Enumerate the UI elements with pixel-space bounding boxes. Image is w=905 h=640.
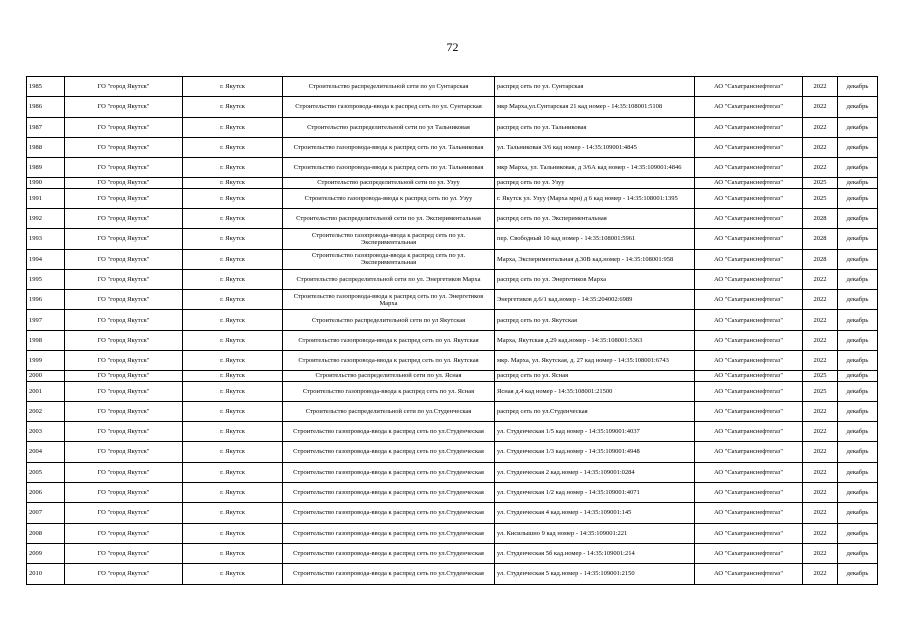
organization-cell: АО "Сахатранснефтегаз" (695, 351, 803, 371)
year-cell: 2022 (803, 330, 838, 350)
work-description-cell: Строительство распределительной сети по ул. Узуу (283, 178, 495, 188)
row-number-cell: 1991 (27, 188, 65, 208)
table-row (27, 249, 878, 269)
year-cell: 2022 (803, 137, 838, 157)
work-description-cell: Строительство газопровода-ввода к распред сеть по ул.Студенческая (283, 523, 495, 543)
work-description-cell: Строительство распределительной сети по ул. Энергетиков Марха (283, 269, 495, 289)
city-cell: г. Якутск (183, 249, 283, 269)
year-cell: 2025 (803, 178, 838, 188)
object-address-cell: мкр Марха,ул.Сунтарская 21 кад номер - 14:35:108001:5108 (495, 97, 695, 117)
year-cell: 2022 (803, 117, 838, 137)
month-cell: декабрь (838, 401, 878, 421)
year-cell: 2022 (803, 310, 838, 330)
city-cell: г. Якутск (183, 137, 283, 157)
row-number-cell: 2003 (27, 422, 65, 442)
district-cell: ГО "город Якутск" (65, 564, 183, 584)
month-cell: декабрь (838, 330, 878, 350)
work-description-cell: Строительство распределительной сети по ул.Студенческая (283, 401, 495, 421)
object-address-cell: распред сеть по ул.Студенческая (495, 401, 695, 421)
city-cell: г. Якутск (183, 229, 283, 249)
city-cell: г. Якутск (183, 158, 283, 178)
year-cell: 2028 (803, 208, 838, 228)
object-address-cell: распред сеть по ул. Сунтарская (495, 77, 695, 97)
work-description-cell: Строительство газопровода-ввода к распред сеть по ул. Сунтарская (283, 97, 495, 117)
row-number-cell: 2008 (27, 523, 65, 543)
month-cell: декабрь (838, 97, 878, 117)
row-number-cell: 2000 (27, 371, 65, 381)
organization-cell: АО "Сахатранснефтегаз" (695, 137, 803, 157)
year-cell: 2025 (803, 188, 838, 208)
row-number-cell: 2006 (27, 483, 65, 503)
work-description-cell: Строительство распределительной сети по ул Якутская (283, 310, 495, 330)
work-description-cell: Строительство газопровода-ввода к распред сеть по ул. Энергетиков Марха (283, 290, 495, 310)
work-description-cell: Строительство распределительной сети по ул Тальниковая (283, 117, 495, 137)
month-cell: декабрь (838, 77, 878, 97)
object-address-cell: распред сеть по ул. Энергетиков Марха (495, 269, 695, 289)
month-cell: декабрь (838, 351, 878, 371)
object-address-cell: распред сеть по ул. Узуу (495, 178, 695, 188)
table-row (27, 77, 878, 97)
city-cell: г. Якутск (183, 442, 283, 462)
organization-cell: АО "Сахатранснефтегаз" (695, 158, 803, 178)
year-cell: 2022 (803, 564, 838, 584)
object-address-cell: ул. Кисилышно 9 кад номер - 14:35:109001:221 (495, 523, 695, 543)
work-description-cell: Строительство газопровода-ввода к распред сеть по ул.Студенческая (283, 564, 495, 584)
month-cell: декабрь (838, 442, 878, 462)
gasification-table (26, 76, 878, 585)
table-row (27, 483, 878, 503)
table-row (27, 290, 878, 310)
object-address-cell: распред сеть по ул. Тальниковая (495, 117, 695, 137)
table-row (27, 117, 878, 137)
district-cell: ГО "город Якутск" (65, 462, 183, 482)
object-address-cell: пер. Свободный 10 кад номер - 14:35:108001:5961 (495, 229, 695, 249)
work-description-cell: Строительство газопровода-ввода к распред сеть по ул. Тальниковая (283, 137, 495, 157)
month-cell: декабрь (838, 462, 878, 482)
month-cell: декабрь (838, 310, 878, 330)
year-cell: 2022 (803, 503, 838, 523)
organization-cell: АО "Сахатранснефтегаз" (695, 77, 803, 97)
district-cell: ГО "город Якутск" (65, 229, 183, 249)
year-cell: 2022 (803, 97, 838, 117)
city-cell: г. Якутск (183, 310, 283, 330)
month-cell: декабрь (838, 178, 878, 188)
district-cell: ГО "город Якутск" (65, 290, 183, 310)
table-row (27, 503, 878, 523)
object-address-cell: Энергетиков д.6/1 кад.номер - 14:35:204002:6989 (495, 290, 695, 310)
row-number-cell: 1993 (27, 229, 65, 249)
object-address-cell: мкр Марха, ул. Тальниковая, д 3/6А кад номер - 14:35:109001:4846 (495, 158, 695, 178)
table-row (27, 137, 878, 157)
row-number-cell: 1988 (27, 137, 65, 157)
month-cell: декабрь (838, 117, 878, 137)
page-number: 72 (446, 40, 459, 54)
row-number-cell: 1986 (27, 97, 65, 117)
month-cell: декабрь (838, 229, 878, 249)
month-cell: декабрь (838, 422, 878, 442)
work-description-cell: Строительство газопровода-ввода к распред сеть по ул.Студенческая (283, 503, 495, 523)
object-address-cell: распред сеть по ул. Якутская (495, 310, 695, 330)
row-number-cell: 1995 (27, 269, 65, 289)
city-cell: г. Якутск (183, 381, 283, 401)
month-cell: декабрь (838, 543, 878, 563)
table-row (27, 310, 878, 330)
work-description-cell: Строительство газопровода-ввода к распред сеть по ул. Тальниковая (283, 158, 495, 178)
object-address-cell: ул. Студенческая 5б кад.номер - 14:35:109001:214 (495, 543, 695, 563)
table-row (27, 442, 878, 462)
row-number-cell: 2004 (27, 442, 65, 462)
month-cell: декабрь (838, 188, 878, 208)
object-address-cell: распред сеть по ул. Ясная (495, 371, 695, 381)
organization-cell: АО "Сахатранснефтегаз" (695, 462, 803, 482)
row-number-cell: 1985 (27, 77, 65, 97)
year-cell: 2022 (803, 462, 838, 482)
district-cell: ГО "город Якутск" (65, 442, 183, 462)
row-number-cell: 1997 (27, 310, 65, 330)
district-cell: ГО "город Якутск" (65, 117, 183, 137)
row-number-cell: 2009 (27, 543, 65, 563)
district-cell: ГО "город Якутск" (65, 97, 183, 117)
city-cell: г. Якутск (183, 178, 283, 188)
month-cell: декабрь (838, 483, 878, 503)
district-cell: ГО "город Якутск" (65, 483, 183, 503)
year-cell: 2022 (803, 442, 838, 462)
city-cell: г. Якутск (183, 371, 283, 381)
district-cell: ГО "город Якутск" (65, 249, 183, 269)
organization-cell: АО "Сахатранснефтегаз" (695, 371, 803, 381)
row-number-cell: 1996 (27, 290, 65, 310)
row-number-cell: 2002 (27, 401, 65, 421)
table-row (27, 208, 878, 228)
row-number-cell: 1989 (27, 158, 65, 178)
object-address-cell: ул. Тальниковая 3/6 кад номер - 14:35:109001:4845 (495, 137, 695, 157)
district-cell: ГО "город Якутск" (65, 381, 183, 401)
table-row (27, 97, 878, 117)
organization-cell: АО "Сахатранснефтегаз" (695, 290, 803, 310)
row-number-cell: 1999 (27, 351, 65, 371)
year-cell: 2025 (803, 371, 838, 381)
work-description-cell: Строительство распределительной сети по ул. Ясная (283, 371, 495, 381)
city-cell: г. Якутск (183, 543, 283, 563)
city-cell: г. Якутск (183, 564, 283, 584)
organization-cell: АО "Сахатранснефтегаз" (695, 523, 803, 543)
district-cell: ГО "город Якутск" (65, 543, 183, 563)
table-row (27, 543, 878, 563)
district-cell: ГО "город Якутск" (65, 351, 183, 371)
object-address-cell: ул. Студенческая 1/2 кад номер - 14:35:109001:4071 (495, 483, 695, 503)
district-cell: ГО "город Якутск" (65, 137, 183, 157)
district-cell: ГО "город Якутск" (65, 503, 183, 523)
district-cell: ГО "город Якутск" (65, 422, 183, 442)
district-cell: ГО "город Якутск" (65, 401, 183, 421)
work-description-cell: Строительство газопровода-ввода к распред сеть по ул. Узуу (283, 188, 495, 208)
city-cell: г. Якутск (183, 503, 283, 523)
table-row (27, 188, 878, 208)
year-cell: 2022 (803, 523, 838, 543)
table-row (27, 462, 878, 482)
work-description-cell: Строительство газопровода-ввода к распред сеть по ул.Студенческая (283, 462, 495, 482)
organization-cell: АО "Сахатранснефтегаз" (695, 503, 803, 523)
year-cell: 2028 (803, 229, 838, 249)
object-address-cell: Ясная д.4 кад номер - 14:35:108001:21500 (495, 381, 695, 401)
organization-cell: АО "Сахатранснефтегаз" (695, 178, 803, 188)
month-cell: декабрь (838, 249, 878, 269)
year-cell: 2022 (803, 543, 838, 563)
table-row (27, 158, 878, 178)
object-address-cell: г. Якутск ул. Узуу (Марха мрн) д 6 кад номер - 14:35:108001:1395 (495, 188, 695, 208)
organization-cell: АО "Сахатранснефтегаз" (695, 249, 803, 269)
district-cell: ГО "город Якутск" (65, 188, 183, 208)
object-address-cell: мкр. Марха, ул. Якутская, д. 27 кад номер - 14:35:108001:6743 (495, 351, 695, 371)
row-number-cell: 1998 (27, 330, 65, 350)
organization-cell: АО "Сахатранснефтегаз" (695, 330, 803, 350)
organization-cell: АО "Сахатранснефтегаз" (695, 229, 803, 249)
year-cell: 2022 (803, 483, 838, 503)
organization-cell: АО "Сахатранснефтегаз" (695, 97, 803, 117)
work-description-cell: Строительство газопровода-ввода к распред сеть по ул. Экспериментальная (283, 229, 495, 249)
organization-cell: АО "Сахатранснефтегаз" (695, 188, 803, 208)
city-cell: г. Якутск (183, 208, 283, 228)
month-cell: декабрь (838, 523, 878, 543)
year-cell: 2022 (803, 269, 838, 289)
organization-cell: АО "Сахатранснефтегаз" (695, 381, 803, 401)
work-description-cell: Строительство газопровода-ввода к распред сеть по ул.Студенческая (283, 543, 495, 563)
year-cell: 2022 (803, 351, 838, 371)
city-cell: г. Якутск (183, 462, 283, 482)
work-description-cell: Строительство газопровода-ввода к распред сеть по ул.Студенческая (283, 442, 495, 462)
district-cell: ГО "город Якутск" (65, 371, 183, 381)
object-address-cell: ул. Студенческая 2 кад.номер - 14:35:109001:0284 (495, 462, 695, 482)
month-cell: декабрь (838, 158, 878, 178)
table-row (27, 564, 878, 584)
city-cell: г. Якутск (183, 77, 283, 97)
object-address-cell: ул. Студенческая 1/5 кад номер - 14:35:109001:4037 (495, 422, 695, 442)
city-cell: г. Якутск (183, 290, 283, 310)
city-cell: г. Якутск (183, 422, 283, 442)
table-body (27, 77, 878, 585)
row-number-cell: 2007 (27, 503, 65, 523)
organization-cell: АО "Сахатранснефтегаз" (695, 483, 803, 503)
work-description-cell: Строительство газопровода-ввода к распред сеть по ул.Студенческая (283, 422, 495, 442)
table-row (27, 381, 878, 401)
organization-cell: АО "Сахатранснефтегаз" (695, 543, 803, 563)
table-row (27, 330, 878, 350)
district-cell: ГО "город Якутск" (65, 269, 183, 289)
month-cell: декабрь (838, 381, 878, 401)
month-cell: декабрь (838, 137, 878, 157)
work-description-cell: Строительство газопровода-ввода к распред сеть по ул. Экспериментальная (283, 249, 495, 269)
organization-cell: АО "Сахатранснефтегаз" (695, 401, 803, 421)
city-cell: г. Якутск (183, 117, 283, 137)
table-row (27, 422, 878, 442)
work-description-cell: Строительство газопровода-ввода к распред сеть по ул. Якутская (283, 351, 495, 371)
city-cell: г. Якутск (183, 351, 283, 371)
organization-cell: АО "Сахатранснефтегаз" (695, 442, 803, 462)
district-cell: ГО "город Якутск" (65, 330, 183, 350)
city-cell: г. Якутск (183, 401, 283, 421)
year-cell: 2022 (803, 77, 838, 97)
row-number-cell: 1987 (27, 117, 65, 137)
month-cell: декабрь (838, 208, 878, 228)
district-cell: ГО "город Якутск" (65, 523, 183, 543)
table-row (27, 229, 878, 249)
district-cell: ГО "город Якутск" (65, 208, 183, 228)
city-cell: г. Якутск (183, 97, 283, 117)
month-cell: декабрь (838, 371, 878, 381)
organization-cell: АО "Сахатранснефтегаз" (695, 208, 803, 228)
work-description-cell: Строительство газопровода-ввода к распред сеть по ул. Ясная (283, 381, 495, 401)
year-cell: 2022 (803, 422, 838, 442)
city-cell: г. Якутск (183, 188, 283, 208)
district-cell: ГО "город Якутск" (65, 77, 183, 97)
row-number-cell: 2005 (27, 462, 65, 482)
city-cell: г. Якутск (183, 523, 283, 543)
district-cell: ГО "город Якутск" (65, 310, 183, 330)
row-number-cell: 2010 (27, 564, 65, 584)
year-cell: 2022 (803, 290, 838, 310)
organization-cell: АО "Сахатранснефтегаз" (695, 310, 803, 330)
object-address-cell: Марха, Экспериментальная д.30В кад.номер - 14:35:108001:958 (495, 249, 695, 269)
object-address-cell: распред сеть по ул. Экспериментальная (495, 208, 695, 228)
table-row (27, 351, 878, 371)
object-address-cell: ул. Студенческая 5 кад.номер - 14:35:109001:2150 (495, 564, 695, 584)
work-description-cell: Строительство распределительной сети по ул Сунтарская (283, 77, 495, 97)
district-cell: ГО "город Якутск" (65, 178, 183, 188)
year-cell: 2022 (803, 401, 838, 421)
month-cell: декабрь (838, 503, 878, 523)
row-number-cell: 1992 (27, 208, 65, 228)
district-cell: ГО "город Якутск" (65, 158, 183, 178)
city-cell: г. Якутск (183, 330, 283, 350)
table-row (27, 371, 878, 381)
organization-cell: АО "Сахатранснефтегаз" (695, 564, 803, 584)
table-row (27, 523, 878, 543)
month-cell: декабрь (838, 269, 878, 289)
city-cell: г. Якутск (183, 483, 283, 503)
table-row (27, 401, 878, 421)
year-cell: 2025 (803, 381, 838, 401)
city-cell: г. Якутск (183, 269, 283, 289)
month-cell: декабрь (838, 564, 878, 584)
object-address-cell: ул. Студенческая 4 кад.номер - 14:35:109001:145 (495, 503, 695, 523)
table-row (27, 269, 878, 289)
table-row (27, 178, 878, 188)
object-address-cell: Марха, Якутская д.29 кад.номер - 14:35:108001:5363 (495, 330, 695, 350)
row-number-cell: 1994 (27, 249, 65, 269)
row-number-cell: 2001 (27, 381, 65, 401)
organization-cell: АО "Сахатранснефтегаз" (695, 269, 803, 289)
row-number-cell: 1990 (27, 178, 65, 188)
year-cell: 2022 (803, 158, 838, 178)
object-address-cell: ул. Студенческая 1/3 кад.номер - 14:35:109001:4948 (495, 442, 695, 462)
organization-cell: АО "Сахатранснефтегаз" (695, 422, 803, 442)
organization-cell: АО "Сахатранснефтегаз" (695, 117, 803, 137)
year-cell: 2028 (803, 249, 838, 269)
work-description-cell: Строительство газопровода-ввода к распред сеть по ул.Студенческая (283, 483, 495, 503)
month-cell: декабрь (838, 290, 878, 310)
work-description-cell: Строительство газопровода-ввода к распред сеть по ул. Якутская (283, 330, 495, 350)
work-description-cell: Строительство распределительной сети по ул. Экспериментальная (283, 208, 495, 228)
